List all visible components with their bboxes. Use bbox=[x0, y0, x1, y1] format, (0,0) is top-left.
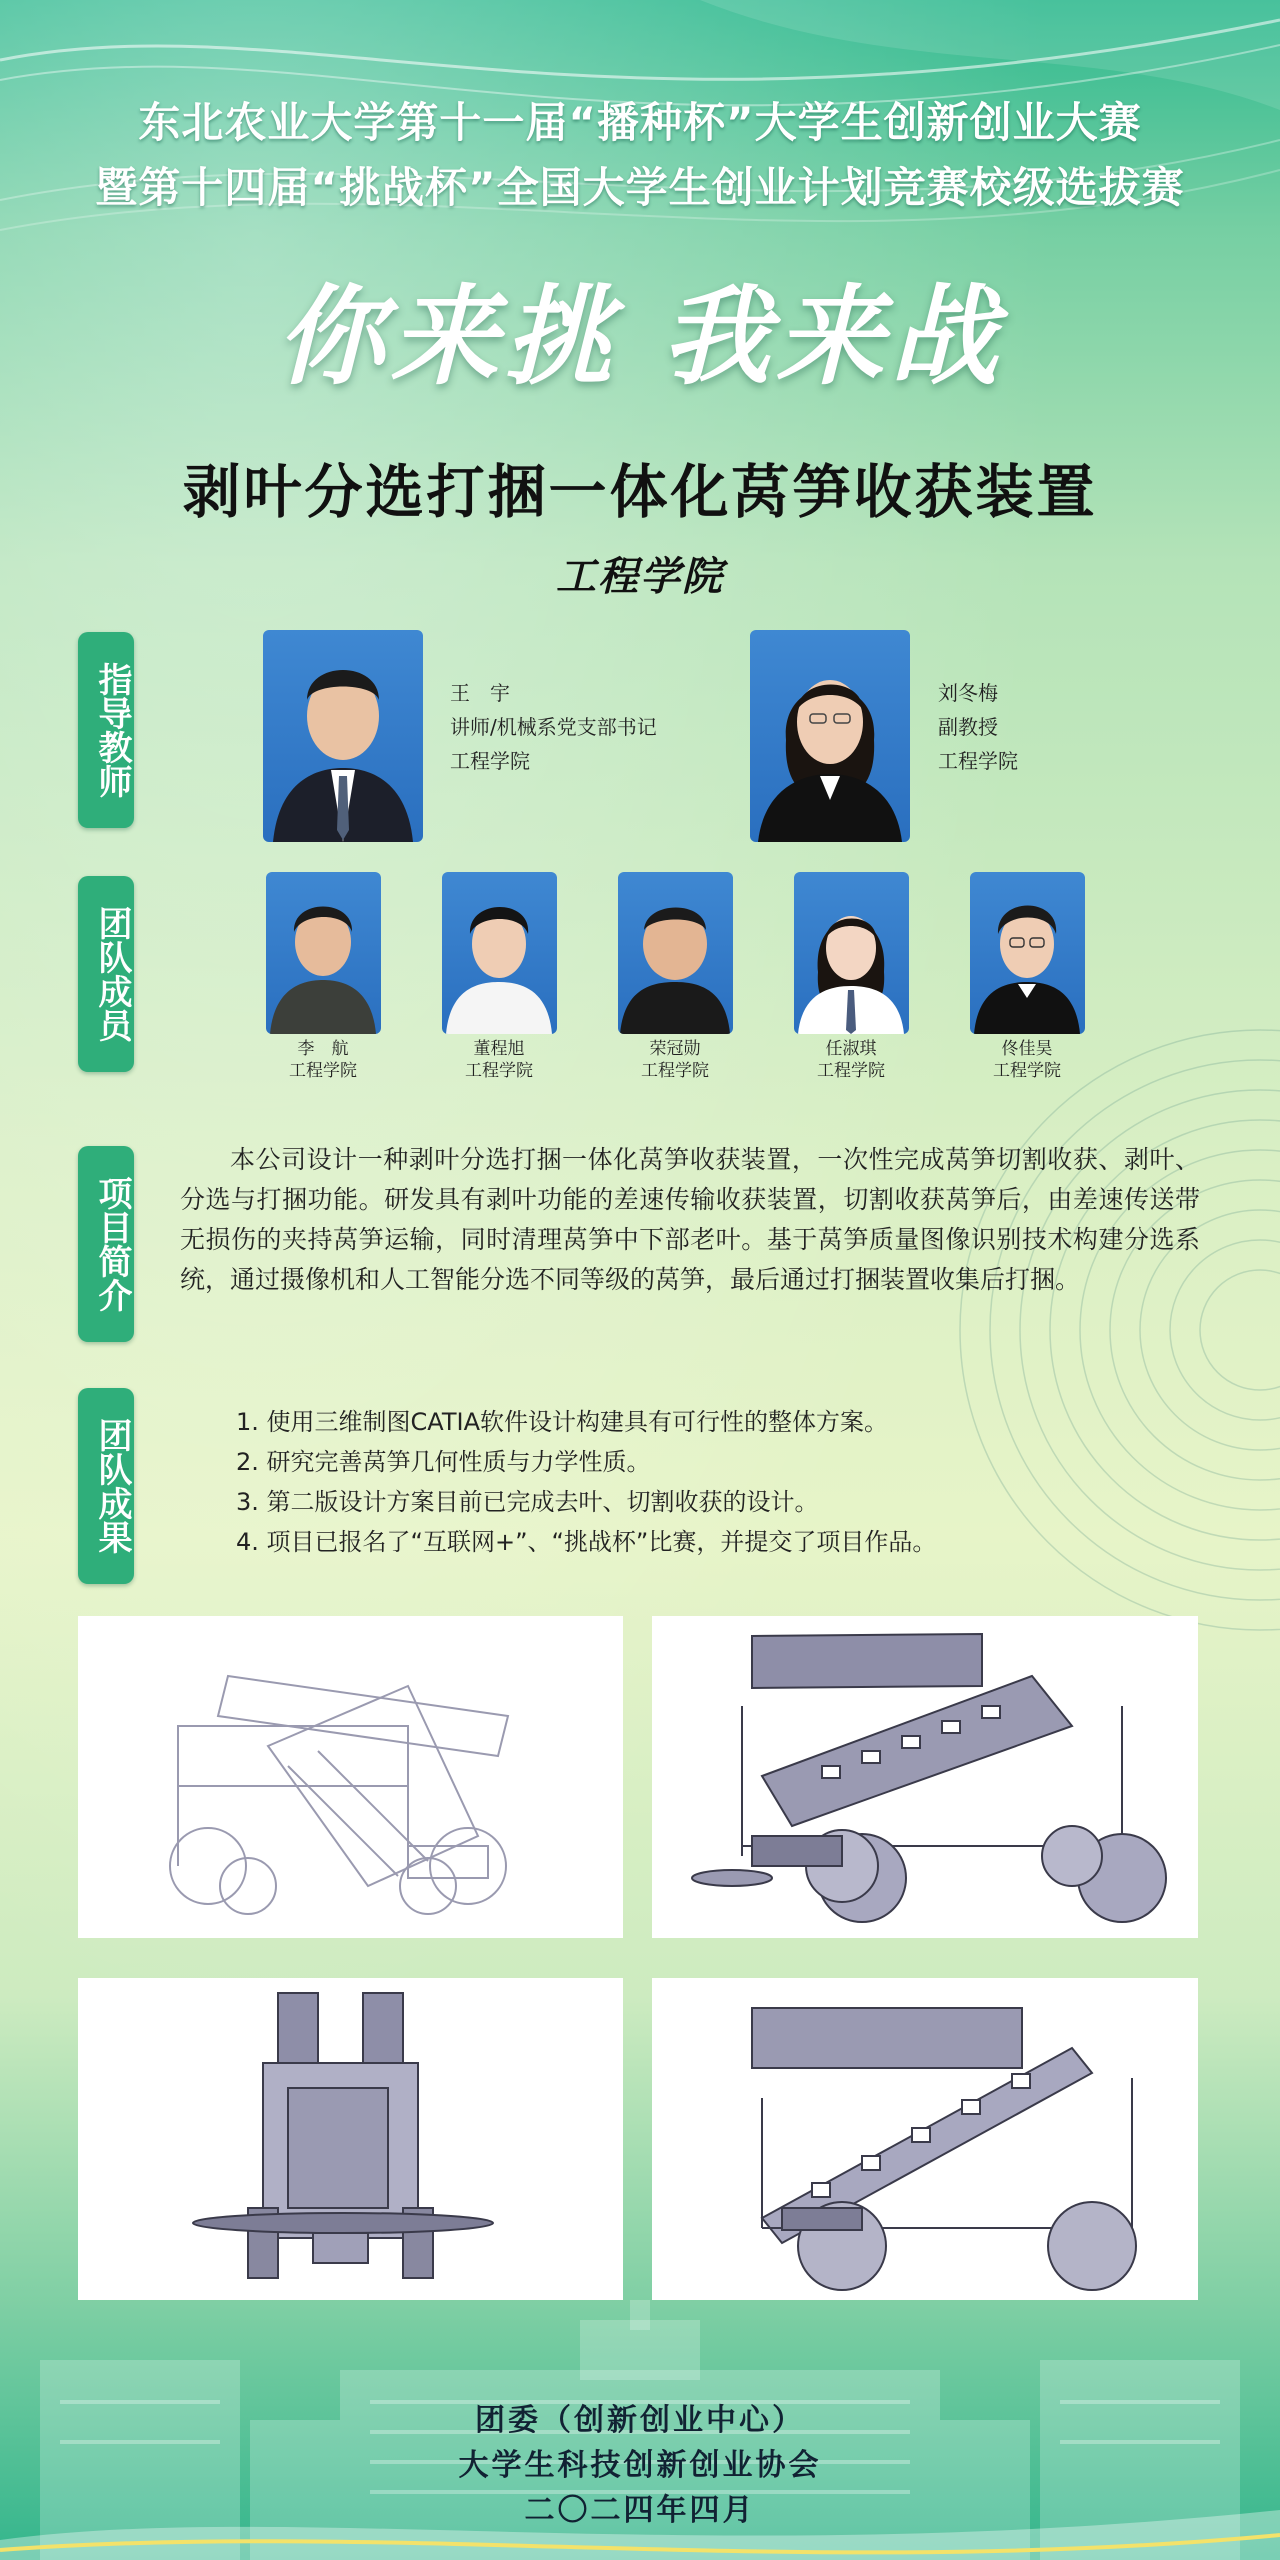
section-tag-members: 团队成员 bbox=[78, 876, 134, 1072]
section-tag-teachers: 指导教师 bbox=[78, 632, 134, 828]
harvester-shaded-icon bbox=[652, 1616, 1198, 1938]
teacher-dept: 工程学院 bbox=[450, 749, 530, 773]
member-caption-5 bbox=[962, 1038, 1092, 1082]
person-male-icon bbox=[442, 872, 557, 1034]
teacher-name: 王 宇 bbox=[450, 681, 510, 705]
person-male-icon bbox=[263, 630, 423, 842]
person-male-icon bbox=[970, 872, 1085, 1034]
member-dept: 工程学院 bbox=[641, 1061, 709, 1081]
section-tag-intro: 项目简介 bbox=[78, 1146, 134, 1342]
slogan: 你来挑 我来战 bbox=[276, 274, 1004, 400]
teacher-photo-1 bbox=[263, 630, 423, 842]
harvester-front-view-icon bbox=[78, 1978, 623, 2300]
member-caption-1 bbox=[258, 1038, 388, 1082]
member-photo-2 bbox=[442, 872, 557, 1034]
member-photo-5 bbox=[970, 872, 1085, 1034]
teacher-photo-2 bbox=[750, 630, 910, 842]
concentric-circles-decoration bbox=[920, 980, 1280, 1680]
member-dept: 工程学院 bbox=[817, 1061, 885, 1081]
header-line-2: 暨第十四届“挑战杯”全国大学生创业计划竞赛校级选拔赛 bbox=[95, 163, 1185, 212]
achievements-list bbox=[236, 1402, 936, 1562]
member-dept: 工程学院 bbox=[993, 1061, 1061, 1081]
member-name: 任淑琪 bbox=[825, 1039, 877, 1059]
person-female-icon bbox=[750, 630, 910, 842]
cad-render-side-view bbox=[652, 1978, 1198, 2300]
teacher-info-2 bbox=[938, 676, 1018, 778]
teacher-title: 副教授 bbox=[938, 715, 998, 739]
member-caption-3 bbox=[610, 1038, 740, 1082]
member-photo-3 bbox=[618, 872, 733, 1034]
achievement-item: 2. 研究完善莴笋几何性质与力学性质。 bbox=[236, 1448, 651, 1476]
project-title: 剥叶分选打捆一体化莴笋收获装置 bbox=[182, 458, 1098, 526]
member-name: 董程旭 bbox=[473, 1039, 525, 1059]
harvester-wireframe-icon bbox=[78, 1616, 623, 1938]
teacher-info-1 bbox=[450, 676, 657, 778]
project-intro-text: 本公司设计一种剥叶分选打捆一体化莴笋收获装置，一次性完成莴笋切割收获、剥叶、分选与打捆功能。研发具有剥叶功能的差速传输收获装置，切割收获莴笋后，由差速传送带无损伤的夹持莴笋运输，同时清理莴笋中下部老叶。基于莴笋质量图像识别技术构建分选系统，通过摄像机和人工智能分选不同等级的莴笋，最后通过打捆装置收集后打捆。 bbox=[180, 1145, 1200, 1294]
achievement-item: 3. 第二版设计方案目前已完成去叶、切割收获的设计。 bbox=[236, 1488, 819, 1516]
member-name: 荣冠勋 bbox=[649, 1039, 701, 1059]
member-photo-4 bbox=[794, 872, 909, 1034]
member-photo-1 bbox=[266, 872, 381, 1034]
cad-render-wireframe bbox=[78, 1616, 623, 1938]
footer-date: 二〇二四年四月 bbox=[524, 2493, 756, 2528]
header-line-1: 东北农业大学第十一届“播种杯”大学生创新创业大赛 bbox=[138, 98, 1142, 147]
person-male-icon bbox=[266, 872, 381, 1034]
member-dept: 工程学院 bbox=[465, 1061, 533, 1081]
member-name: 李 航 bbox=[297, 1039, 349, 1059]
member-dept: 工程学院 bbox=[289, 1061, 357, 1081]
member-caption-4 bbox=[786, 1038, 916, 1082]
cad-render-shaded bbox=[652, 1616, 1198, 1938]
footer-organizer-1: 团委（创新创业中心） bbox=[475, 2403, 805, 2438]
footer-organizer-2: 大学生科技创新创业协会 bbox=[458, 2448, 822, 2483]
member-name: 佟佳昊 bbox=[1001, 1039, 1053, 1059]
teacher-title: 讲师/机械系党支部书记 bbox=[450, 715, 657, 739]
teacher-name: 刘冬梅 bbox=[938, 681, 998, 705]
member-caption-2 bbox=[434, 1038, 564, 1082]
college-name: 工程学院 bbox=[556, 553, 724, 600]
person-female-icon bbox=[794, 872, 909, 1034]
person-male-icon bbox=[618, 872, 733, 1034]
achievement-item: 4. 项目已报名了“互联网+”、“挑战杯”比赛，并提交了项目作品。 bbox=[236, 1528, 937, 1556]
harvester-side-view-icon bbox=[652, 1978, 1198, 2300]
cad-render-front-view bbox=[78, 1978, 623, 2300]
teacher-dept: 工程学院 bbox=[938, 749, 1018, 773]
achievement-item: 1. 使用三维制图CATIA软件设计构建具有可行性的整体方案。 bbox=[236, 1408, 888, 1436]
section-tag-achievements: 团队成果 bbox=[78, 1388, 134, 1584]
